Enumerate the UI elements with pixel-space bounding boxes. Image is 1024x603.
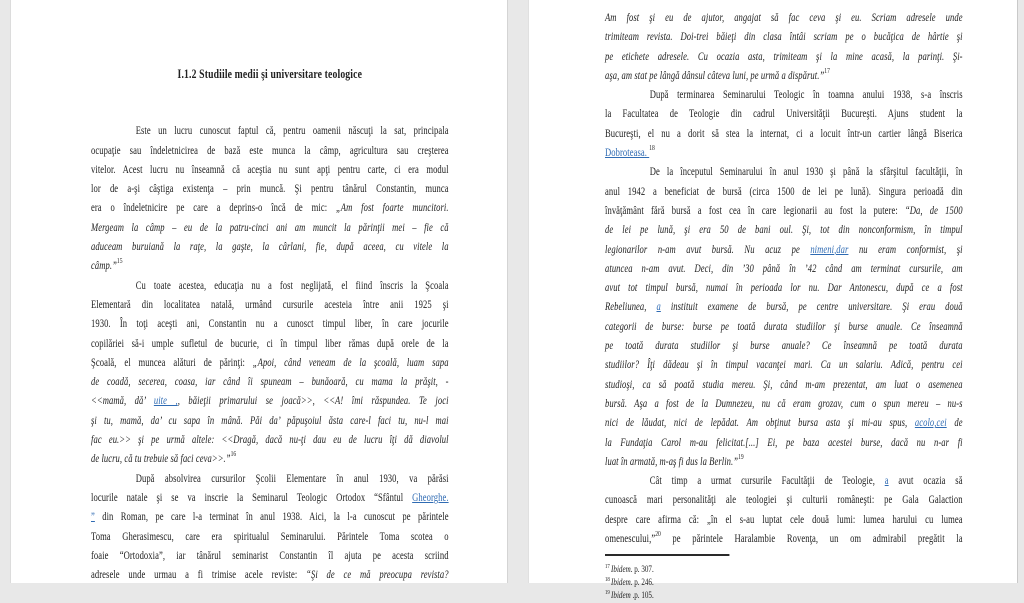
text-segment: studioşi, ca să poată studia mereu. Şi, când m-am prezentat, am luat o asemenea: [605, 378, 963, 391]
text-line: [91, 315, 449, 334]
text-line: [91, 199, 449, 218]
text-line: [605, 28, 963, 47]
text-line: [91, 335, 449, 354]
text-segment: de lei pe lună, şi era 50 de bani oul. Şi, tot din nonconformism, în timpul: [605, 224, 963, 237]
text-segment: <<mamă, dă’: [91, 395, 154, 408]
text-line: [91, 373, 449, 392]
text-segment: la Fundaţia Carol m-au felicitat.[...] Ei, pe baza acestei burse, dacă nu n-ar fi: [605, 436, 963, 449]
text-line: [605, 356, 963, 375]
tracked-change-text: a: [656, 301, 661, 314]
text-segment: fac eu.>> şi pe urmă altele: <<Dragă, dacă nu-ţi dau eu de lucru îţi dă diavolul: [91, 434, 449, 447]
text-segment: Am fost şi eu de ajutor, angajat să fac ceva şi eu. Scriam adresele unde: [605, 12, 963, 24]
text-segment: Cu toate acestea, educaţia nu a fost neglijată, el fiind înscris la Şcoala: [135, 279, 449, 292]
text-segment: luat în armată, m-aş fi dus la Berlin.”: [605, 455, 739, 468]
text-line: [605, 86, 963, 105]
text-segment: învăţământ fără bursă a fost cea în care legionarii au fost la putere:: [605, 204, 905, 217]
footnote-separator: [605, 554, 729, 556]
text-segment: bursă. Aşa a fost de la Dumnezeu, nu că eram grozav, cum o spun mereu – nu-s: [605, 397, 963, 410]
text-line: [91, 450, 449, 469]
tracked-change-text: a: [884, 475, 889, 488]
text-segment: După absolvirea cursurilor Şcolii Elementare în anul 1930, va părăsi: [135, 472, 449, 485]
text-segment: trimiteam revista. Doi-trei băieţi din clasa întâi scriam pe o bucăţica de hârtie şi: [605, 31, 963, 44]
footnote: [605, 560, 963, 576]
footnote: [605, 586, 963, 602]
tracked-change-text: acolo,cei: [914, 417, 947, 430]
text-segment: instituit examene de bursă, pe centre universitare. Şi erau două: [660, 301, 963, 314]
footnote-rest: .p. 105.: [630, 591, 654, 602]
text-line: [91, 122, 449, 141]
text-segment: Toma Gherasimescu, care era spiritualul Seminarului. Părintele Toma scotea o: [91, 530, 449, 543]
text-segment: nici de lăudat, nici de lepădat. Am obţinut bursa asta şi mi-au spus,: [605, 417, 915, 430]
tracked-change-text: nimeni,dar: [810, 243, 849, 256]
text-segment: de lucru, că tu trebuie să faci ceva>>.”: [91, 453, 231, 466]
text-segment: Elementară din localitatea natală, urmând cursurile acesteia între anii 1925 şi: [91, 298, 449, 311]
footnote-rest: . p. 307.: [630, 565, 654, 576]
text-segment: ocupaţie sau îndeletnicirea de bază este munca la câmp, agricultura sau creşterea: [91, 144, 449, 157]
text-segment: De la începutul Seminarului în anul 1930 şi până la sfârşitul facultăţii, în: [649, 166, 963, 179]
text-line: [605, 260, 963, 279]
text-line: [605, 337, 963, 356]
text-line: [605, 298, 963, 317]
text-segment: pe părintele Haralambie Rovenţa, un om admirabil pregătit la: [660, 533, 963, 546]
tracked-change-text: Gheorghe.: [412, 491, 449, 504]
page-right: [528, 0, 1018, 602]
text-line: [605, 511, 963, 530]
text-segment: despre care afirma că: „în el s-au luptat cele două lumi: lumea harului cu lumea: [605, 513, 963, 526]
text-line: [605, 221, 963, 240]
footnote: [605, 573, 963, 589]
text-segment: avut tot timpul bursă, numai în perioada lor nu. Dar Antonescu, după ce a fost: [605, 282, 963, 295]
text-segment: la Facultatea de Teologie din cadrul Universităţii Bucureşti. Ajuns student la: [605, 108, 963, 121]
tracked-change-text: ”: [91, 511, 95, 524]
text-line: [91, 470, 449, 489]
footnote-rest: . p. 246.: [630, 578, 654, 589]
text-segment: Mergeam la câmp – eu de la patru-cinci ani am muncit la părinţii mei – fie că: [91, 221, 449, 234]
text-segment: avut ocazia să: [888, 475, 963, 488]
text-segment: vitelor. Acest lucru nu înseamnă că aceştia nu sunt apţi pentru carte, ci era modul: [91, 163, 449, 176]
text-segment: Şcoală, el muncea alături de părinţi:: [91, 356, 253, 369]
footnote-ref: 16: [230, 449, 237, 459]
text-line: [605, 395, 963, 414]
text-segment: Rebeliunea,: [605, 301, 657, 314]
text-line: [91, 547, 449, 566]
text-segment: „Am fost foarte muncitori.: [335, 202, 449, 215]
text-segment: pe etichete adresele. Cu ocazia asta, trimiteam şi la mine acasă, la parinţi. Şi-: [605, 50, 963, 63]
text-segment: foaie “Ortodoxia”, iar tânărul seminarist Constantin îl ajuta pe acesta scriind: [91, 549, 449, 562]
text-line: [605, 318, 963, 337]
text-segment: copilăriei să-i umple sufletul de bucurie, ci în timpul liber rămas după orele de la: [91, 337, 449, 350]
text-line: [605, 183, 963, 202]
text-segment: categorii de burse: burse pe toată durata studiilor şi burse anuale. Ce înseamnă: [605, 320, 963, 333]
text-segment: studiilor? Îţi dădeau şi în timpul vacanţei mari. Ca un salariu. Adică, pentru cei: [605, 359, 963, 372]
text-line: [91, 219, 449, 238]
footnote-number: 17: [605, 563, 612, 571]
text-segment: atuncea n-am avut. Deci, din ’30 până în ’42 când am terminat cursurile, am: [605, 262, 963, 275]
text-line: [91, 392, 449, 411]
text-line: [605, 202, 963, 221]
text-line: [91, 161, 449, 180]
text-line: [605, 434, 963, 453]
text-line: [605, 163, 963, 182]
tracked-change-text: Dobroteasa.: [605, 147, 650, 160]
text-segment: “Şi de ce mă preocupa revista?: [306, 569, 449, 582]
text-line: [605, 9, 963, 28]
text-segment: era o îndeletnicire pe care a deprins-o încă de mic:: [91, 202, 336, 215]
text-segment: , băieţii primarului se joacă>>, <<A! îmi răspundea. Te joci: [177, 395, 449, 408]
footnote-work: Ibidem: [611, 565, 631, 576]
text-segment: Este un lucru cunoscut faptul că, pentru oamenii născuţi la sat, principala: [135, 125, 449, 138]
text-segment: anul 1942 a beneficiat de bursă (circa 1500 de lei pe lună). Singura perioadă din: [605, 185, 963, 198]
page-right-text: [605, 0, 1024, 602]
text-line: [91, 238, 449, 257]
footnote-ref: 18: [649, 143, 655, 153]
page-left: [10, 0, 508, 583]
text-line: [605, 472, 963, 491]
text-segment: “Da, de 1500: [904, 204, 963, 217]
footnote-work: Ibidem: [611, 578, 631, 589]
text-segment: de: [946, 417, 963, 430]
text-segment: şi tu, mamă, da’ cu sapa în mână. Păi da’ păpuşoiul ăsta care-l faci tu, nu-l mai: [91, 414, 449, 427]
text-line: [605, 67, 963, 86]
text-line: [91, 354, 449, 373]
text-line: [91, 528, 449, 547]
text-line: [605, 144, 963, 163]
text-line: [91, 296, 449, 315]
text-line: [91, 489, 449, 508]
text-line: [91, 412, 449, 431]
text-line: [91, 142, 449, 161]
footnote-ref: 20: [655, 529, 661, 539]
text-segment: lor de a-şi câştiga existenţa – prin muncă. Şi pentru tânărul Constantin, munca: [91, 183, 449, 196]
text-segment: Bucureşti, el nu a dorit să stea la internat, ci a locuit într-un cartier lângă Biserica: [605, 127, 963, 140]
text-line: [605, 48, 963, 67]
page-left-text: [91, 0, 571, 585]
footnote-number: 19: [605, 589, 612, 597]
text-line: [605, 125, 963, 144]
text-segment: După terminarea Seminarului Teologic în toamna anului 1938, s-a înscris: [649, 89, 963, 102]
text-segment: legionarilor n-am avut bursă. Nu acuz pe: [605, 243, 811, 256]
text-segment: aşa, am stat pe lângă dânsul câteva luni, pe urmă a dispărut.”: [605, 69, 825, 82]
text-segment: „Apoi, când veneam de la şcoală, luam sapa: [252, 356, 449, 369]
text-segment: nu eram conformist, şi: [848, 243, 963, 256]
text-line: [605, 453, 963, 472]
footnote-number: 18: [605, 576, 612, 584]
text-line: [91, 257, 449, 276]
text-segment: omenescului,”: [605, 533, 656, 546]
text-segment: Cât timp a urmat cursurile Facultăţii de Teologie,: [649, 475, 885, 488]
text-segment: cunoască mari personalităţi ale teologiei şi culturii româneşti: pe Gala Galaction: [605, 494, 963, 507]
text-line: [605, 376, 963, 395]
text-line: [91, 508, 449, 527]
text-line: [91, 277, 449, 296]
footnote-ref: 19: [738, 451, 744, 461]
text-line: [605, 105, 963, 124]
text-line: [91, 431, 449, 450]
footnote-work: Ibidem: [611, 591, 631, 602]
text-segment: adresele unde urmau a fi trimise acele reviste:: [91, 569, 307, 582]
text-line: [605, 414, 963, 433]
text-line: [605, 279, 963, 298]
text-line: [605, 241, 963, 260]
text-line: [605, 530, 963, 549]
footnote-ref: 15: [116, 256, 123, 266]
text-line: [91, 180, 449, 199]
footnote-ref: 17: [824, 65, 830, 75]
text-segment: pe toată durata studiilor şi burse anuale? Ce înseamnă pe toată durata: [605, 340, 963, 353]
text-segment: din Roman, pe care l-a terminat în anul 1938. Aici, la l-a cunoscut pe părintele: [94, 511, 449, 524]
text-segment: câmp.”: [91, 260, 117, 273]
text-segment: locurile natale şi se va inscrie la Seminarul Teologic Ortodox “Sfântul: [91, 491, 413, 504]
section-heading: I.1.2 Studiile medii şi universitare teologice: [177, 66, 363, 81]
text-line: [605, 491, 963, 510]
text-segment: aduceam buruiană la raţe, la gaşte, la cârlani, fie, după aceea, cu vitele la: [91, 241, 449, 254]
tracked-change-text: uite ,: [153, 395, 178, 408]
text-segment: 1930. În toţi aceşti ani, Constantin nu a cunosct timpul liber, în care jocurile: [91, 318, 449, 331]
text-segment: de coadă, secerea, coasa, iar când îi spuneam – bunăoară, cu mama la prăşit, -: [91, 376, 449, 389]
